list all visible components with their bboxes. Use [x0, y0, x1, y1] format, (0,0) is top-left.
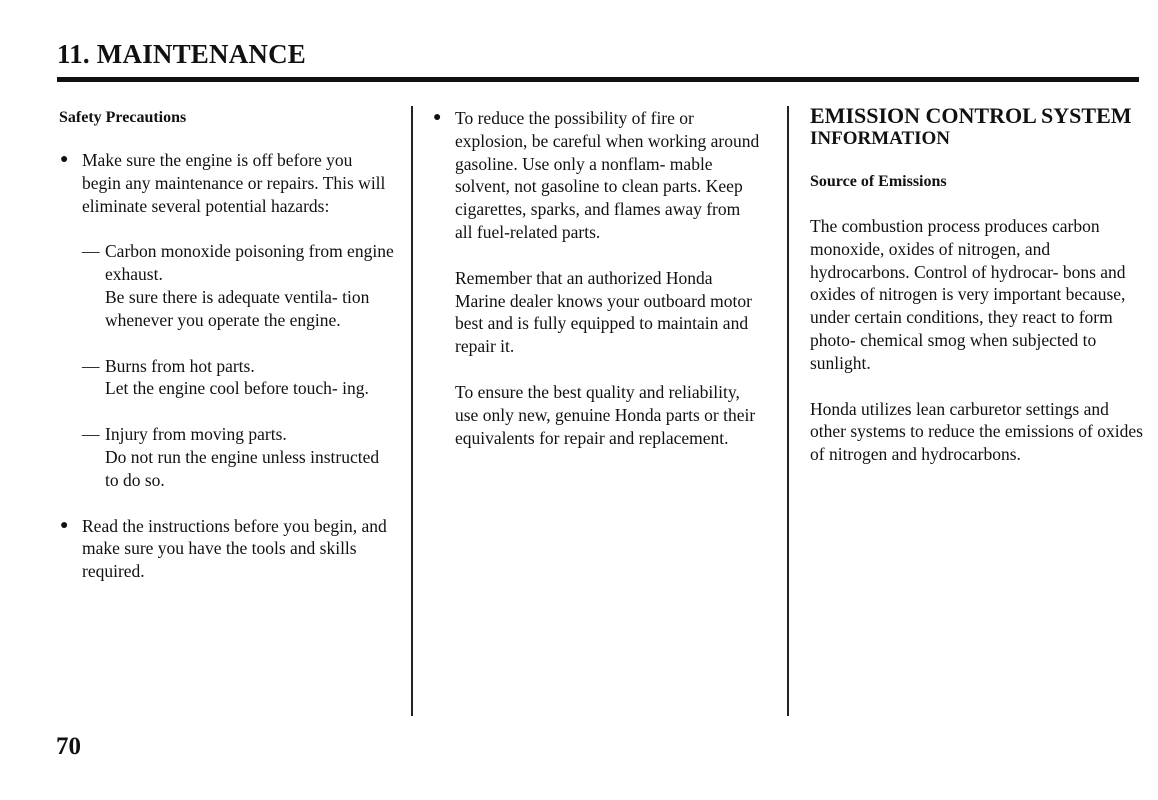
hazard-name: Injury from moving parts.	[105, 424, 287, 445]
bullet-dot-icon: ●	[60, 152, 69, 167]
dash-icon: —	[82, 241, 100, 262]
carburetor-paragraph: Honda utilizes lean carburetor settings and other systems to reduce the emissions of oxides of nitrogen and hydrocarbons.	[810, 398, 1143, 465]
hazard-advice: Be sure there is adequate ventila- tion whenever you operate the engine.	[105, 286, 370, 330]
bullet-fire-explosion-text: To reduce the possibility of fire or explosion, be careful when working around gasoline. Use only a nonflam- mable solvent, not gasoline to clean parts. Keep cigarettes, sparks, and flames away from all fuel-related parts.	[455, 108, 760, 242]
safety-precautions-heading: Safety Precautions	[59, 109, 187, 126]
hazard-name: Burns from hot parts.	[105, 355, 255, 376]
source-of-emissions-heading: Source of Emissions	[810, 173, 947, 190]
bullet-engine-off	[59, 149, 394, 217]
column-divider-left	[411, 106, 413, 716]
bullet-dot-icon: ●	[60, 517, 69, 533]
column-fire-safety	[432, 107, 762, 449]
column-safety-precautions	[59, 107, 394, 583]
combustion-paragraph: The combustion process produces carbon monoxide, oxides of nitrogen, and hydrocarbons. Control of hydrocar- bons and oxides of nitrogen is very important because, under certain conditions, they react to form photo- chemical smog when subjected to sunlight.	[810, 216, 1126, 373]
dash-icon: —	[82, 424, 100, 445]
dealer-paragraph: Remember that an authorized Honda Marine dealer knows your outboard motor best and is fully equipped to maintain and repair it.	[455, 267, 752, 357]
page-number: 70	[56, 733, 81, 760]
bullet-fire-explosion	[432, 107, 762, 244]
hazard-advice: Do not run the engine unless instructed to do so.	[105, 446, 380, 490]
column-divider-right	[787, 106, 789, 716]
genuine-parts-paragraph: To ensure the best quality and reliability, use only new, genuine Honda parts or their equivalents for repair and replacement.	[455, 381, 756, 448]
hazard-item	[59, 240, 394, 331]
hazard-advice: Let the engine cool before touch- ing.	[105, 378, 369, 399]
dash-icon: —	[82, 355, 100, 376]
section-title: 11. MAINTENANCE	[57, 39, 307, 69]
hazard-item	[59, 423, 394, 491]
bullet-read-instructions	[59, 515, 394, 583]
hazard-item	[59, 355, 394, 401]
header-rule	[57, 77, 1139, 82]
emission-title-line1: EMISSION CONTROL SYSTEM	[810, 103, 1132, 128]
bullet-dot-icon: ●	[433, 110, 442, 125]
hazard-name: Carbon monoxide poisoning from engine exhaust.	[105, 241, 394, 285]
bullet-read-instructions-text: Read the instructions before you begin, and make sure you have the tools and skills required.	[82, 515, 387, 582]
column-emission-control	[810, 104, 1145, 466]
emission-title-line2: INFORMATION	[810, 128, 951, 149]
bullet-engine-off-text: Make sure the engine is off before you begin any maintenance or repairs. This will eliminate several potential hazards:	[82, 150, 386, 216]
